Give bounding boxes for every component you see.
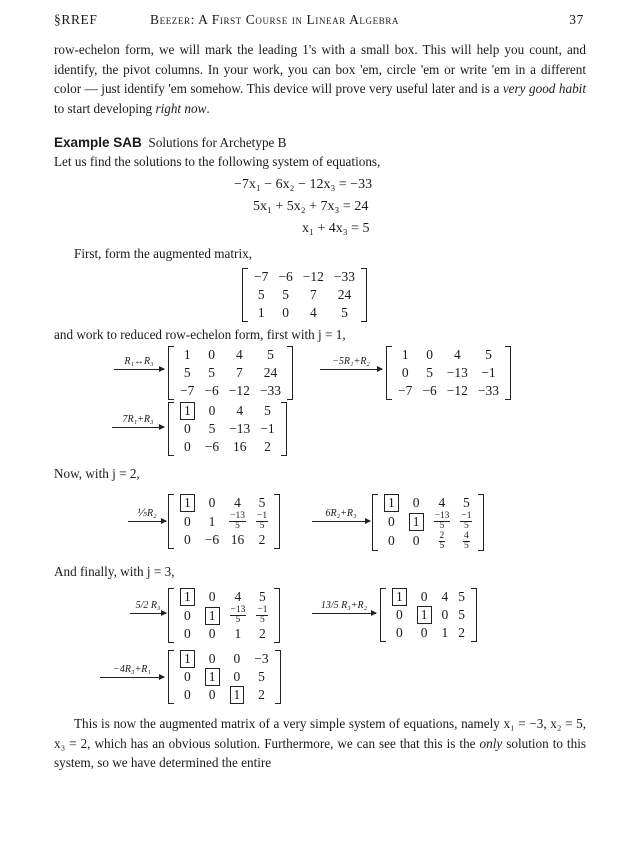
matrix-cell: [200, 668, 225, 686]
matrix-cell: 0: [208, 651, 216, 666]
matrix-row: [379, 531, 477, 550]
matrix-cell: 0: [388, 513, 395, 529]
matrix-cell: 4: [453, 347, 461, 362]
matrix-row: [175, 346, 286, 364]
equation-3: x₁ + 4x₃ = 5: [302, 221, 370, 236]
matrix-row: [175, 364, 286, 382]
page-number: 37: [569, 12, 584, 27]
matrix-cell: $\frac{-1}{5}$: [257, 605, 268, 626]
conclusion-text-a: This is now the augmented matrix of a very simple system of equations, namely x₁ = −3, x₂ = 5, x₃ = 2, which has an obvious solution. Furthermore, we can see that this is the: [54, 716, 586, 751]
matrix-cell: 5: [259, 589, 266, 604]
matrix-cell: 0: [396, 607, 403, 622]
matrix-row: [175, 402, 280, 420]
matrix-m2: [386, 346, 511, 400]
matrix-row: [175, 668, 274, 686]
matrix-cell: −33: [477, 383, 499, 398]
matrix-row: [175, 625, 273, 643]
matrix-cell: 1: [441, 625, 449, 640]
matrix-m5: [372, 494, 484, 551]
matrix-cell: 0: [441, 607, 449, 622]
matrix-cell: 0: [396, 625, 403, 640]
matrix-m1: [168, 346, 293, 400]
matrix-cell: 0: [282, 305, 289, 320]
matrix-cell: 0: [184, 687, 191, 702]
matrix-row: [387, 606, 470, 624]
matrix-cell: [225, 686, 250, 704]
op-3-arrow: [112, 414, 164, 428]
matrix-cell: −13: [229, 421, 251, 436]
intro-paragraph: [54, 40, 586, 118]
matrix-cell: 0: [233, 669, 241, 684]
matrix-cell: 0: [184, 669, 191, 684]
matrix-cell: [175, 588, 200, 606]
op-5-arrow: [312, 508, 370, 522]
pivot-box: 1: [230, 686, 245, 704]
matrix-cell: −7: [398, 383, 413, 398]
op-8-arrow: [100, 664, 164, 678]
matrix-cell: 0: [420, 625, 428, 640]
matrix-cell: −3: [254, 651, 269, 666]
matrix-cell: 4: [441, 589, 449, 604]
text-j2: Now, with j = 2,: [54, 466, 140, 481]
section-mark: §RREF: [54, 12, 98, 27]
matrix-cell: 0: [426, 347, 433, 362]
matrix-cell: −6: [204, 439, 220, 454]
equation-2: 5x₁ + 5x₂ + 7x₃ = 24: [253, 199, 369, 214]
text-j3: And finally, with j = 3,: [54, 564, 175, 579]
matrix-row: [249, 304, 360, 322]
op-7-arrow: [312, 600, 376, 614]
matrix-cell: 5: [258, 495, 266, 510]
matrix-cell: 7: [309, 287, 317, 302]
matrix-cell: [387, 588, 412, 606]
pivot-box: 1: [384, 494, 399, 512]
pivot-box: 1: [180, 588, 195, 606]
matrix-cell: $\frac{4}{5}$: [464, 530, 469, 551]
matrix-cell: 5: [257, 287, 265, 302]
matrix-cell: −7: [180, 383, 195, 398]
matrix-cell: 5: [267, 347, 274, 362]
matrix-cell: −6: [422, 383, 437, 398]
matrix-cell: $\frac{-1}{5}$: [461, 511, 472, 532]
matrix-cell: $\frac{-13}{5}$: [230, 605, 246, 626]
op-3-label: 7R₁+R₃: [122, 414, 154, 425]
op-swap-label: R₁↔R₃: [124, 356, 154, 367]
matrix-cell: 0: [388, 533, 395, 549]
example-title: Solutions for Archetype B: [148, 135, 287, 150]
matrix-cell: 5: [264, 403, 271, 418]
running-header: [54, 12, 584, 32]
matrix-row: [249, 268, 360, 286]
matrix-cell: −6: [204, 532, 220, 548]
op-6-label: 5/2 R₃: [135, 600, 161, 611]
matrix-cell: 5: [485, 347, 492, 362]
matrix-cell: −12: [446, 383, 468, 398]
op-7-label: 13/5 R₃+R₂: [320, 600, 368, 611]
matrix-cell: 0: [208, 347, 215, 362]
matrix-cell: [175, 650, 200, 668]
matrix-cell: −33: [333, 269, 355, 284]
matrix-cell: 5: [341, 305, 348, 320]
matrix-cell: 5: [426, 365, 433, 380]
matrix-cell: 0: [184, 421, 191, 436]
matrix-cell: 16: [232, 439, 247, 454]
op-2-arrow: [320, 356, 382, 370]
matrix-cell: 4: [236, 403, 244, 418]
matrix-row: [175, 606, 273, 625]
matrix-cell: 0: [184, 626, 191, 642]
matrix-cell: 4: [234, 589, 242, 604]
matrix-row: [175, 650, 274, 668]
matrix-cell: 0: [208, 687, 216, 702]
matrix-row: [249, 286, 360, 304]
matrix-cell: 0: [184, 439, 191, 454]
matrix-row: [175, 512, 273, 531]
matrix-cell: [200, 606, 225, 625]
op-4-label: ⅕R₂: [137, 508, 157, 519]
matrix-cell: 0: [208, 589, 216, 604]
matrix-m6: [168, 588, 280, 643]
pivot-box: 1: [205, 668, 220, 686]
matrix-row: [175, 531, 273, 549]
matrix-cell: 5: [282, 287, 289, 302]
matrix-row: [393, 364, 504, 382]
matrix-row: [379, 512, 477, 531]
matrix-row: [175, 382, 286, 400]
matrix-cell: 4: [234, 495, 241, 510]
example-heading: [54, 133, 586, 153]
matrix-cell: 1: [401, 347, 409, 362]
matrix-cell: 0: [208, 626, 216, 642]
matrix-cell: 2: [458, 625, 465, 640]
augmented-matrix: [242, 268, 367, 322]
matrix-m8: [168, 650, 281, 704]
matrix-cell: −1: [481, 365, 496, 380]
intro-emph2: right now: [155, 100, 207, 116]
matrix-cell: 0: [184, 607, 191, 623]
matrix-cell: −6: [204, 383, 219, 398]
op-2-label: −5R₁+R₂: [332, 356, 370, 367]
equation-1: −7x₁ − 6x₂ − 12x₃ = −33: [234, 177, 373, 192]
text-first: First, form the augmented matrix,: [74, 246, 252, 261]
matrix-cell: $\frac{-13}{5}$: [230, 511, 245, 532]
matrix-cell: 1: [183, 347, 191, 362]
matrix-cell: 0: [401, 365, 409, 380]
conclusion-paragraph: [54, 714, 586, 773]
book-title: Beezer: A First Course in Linear Algebra: [150, 12, 400, 27]
matrix-cell: 1: [208, 513, 216, 529]
pivot-box: 1: [417, 606, 432, 624]
matrix-row: [387, 624, 470, 642]
matrix-cell: 5: [258, 669, 265, 684]
matrix-cell: 5: [208, 421, 216, 436]
conclusion-emph: only: [479, 735, 503, 751]
intro-text3: .: [206, 100, 210, 116]
conclusion-text-b: solution to this system, so we have determined the entire: [54, 735, 586, 771]
op-4-arrow: [128, 508, 166, 522]
example-lead: Let us find the solutions to the following system of equations,: [54, 154, 381, 169]
intro-emph: very good habit: [502, 81, 586, 97]
matrix-row: [393, 382, 504, 400]
matrix-row: [175, 588, 273, 606]
text-work: and work to reduced row-echelon form, first with j = 1,: [54, 327, 346, 342]
pivot-box: 1: [392, 588, 407, 606]
matrix-row: [379, 494, 477, 512]
matrix-cell: −7: [254, 269, 269, 284]
matrix-m4: [168, 494, 280, 549]
matrix-cell: 1: [234, 626, 242, 642]
matrix-cell: [412, 606, 437, 624]
op-8-label: −4R₃+R₁: [113, 664, 151, 675]
matrix-cell: 0: [412, 495, 420, 510]
pivot-box: 1: [409, 513, 424, 531]
matrix-cell: 2: [258, 532, 266, 548]
matrix-cell: 0: [208, 403, 216, 418]
matrix-cell: 5: [458, 589, 465, 604]
matrix-cell: 4: [309, 305, 317, 320]
op-5-label: 6R₂+R₃: [325, 508, 357, 519]
op-swap-arrow: [114, 356, 164, 370]
matrix-cell: 2: [264, 439, 271, 454]
pivot-box: 1: [180, 402, 195, 420]
matrix-cell: [175, 494, 200, 512]
matrix-cell: 0: [184, 513, 191, 529]
matrix-row: [175, 494, 273, 512]
matrix-cell: 2: [259, 626, 266, 642]
matrix-cell: 24: [263, 365, 278, 380]
matrix-cell: −12: [302, 269, 324, 284]
matrix-cell: 24: [337, 287, 352, 302]
example-label: Example SAB: [54, 135, 142, 150]
matrix-cell: 0: [233, 651, 241, 666]
matrix-cell: −12: [228, 383, 250, 398]
pivot-box: 1: [180, 650, 195, 668]
matrix-cell: 0: [208, 495, 216, 510]
matrix-row: [175, 420, 280, 438]
matrix-row: [387, 588, 470, 606]
matrix-m7: [380, 588, 477, 642]
matrix-cell: −13: [446, 365, 468, 380]
matrix-cell: 5: [208, 365, 215, 380]
intro-text: row-echelon form, we will mark the leading 1's with a small box. This will help you count, and identify, the pivot columns. In your work, you can box 'em, circle 'em or write 'em in a different color — just identify 'em somehow. This device will prove very useful later and is a: [54, 42, 586, 97]
matrix-cell: 5: [183, 365, 191, 380]
matrix-cell: $\frac{-13}{5}$: [434, 511, 450, 532]
matrix-cell: −1: [260, 421, 275, 436]
op-6-arrow: [130, 600, 166, 614]
matrix-cell: 0: [184, 532, 191, 548]
matrix-cell: 2: [258, 687, 265, 702]
matrix-cell: 0: [412, 533, 420, 549]
matrix-cell: 4: [235, 347, 243, 362]
matrix-cell: 5: [458, 607, 465, 622]
pivot-box: 1: [205, 607, 220, 625]
matrix-cell: 4: [438, 495, 446, 510]
matrix-cell: [379, 494, 404, 512]
intro-text2: to start developing: [54, 100, 156, 116]
matrix-cell: 5: [463, 495, 470, 510]
matrix-cell: −6: [278, 269, 293, 284]
matrix-m3: [168, 402, 287, 456]
pivot-box: 1: [180, 494, 195, 512]
matrix-cell: −33: [259, 383, 281, 398]
matrix-cell: 7: [235, 365, 243, 380]
matrix-cell: [175, 402, 200, 420]
matrix-row: [175, 438, 280, 456]
matrix-cell: $\frac{-1}{5}$: [256, 511, 268, 532]
matrix-row: [175, 686, 274, 704]
matrix-cell: 0: [420, 589, 428, 604]
matrix-cell: [404, 512, 429, 531]
matrix-cell: 16: [230, 532, 245, 548]
matrix-cell: $\frac{2}{5}$: [439, 530, 445, 551]
matrix-row: [393, 346, 504, 364]
matrix-cell: 1: [257, 305, 265, 320]
